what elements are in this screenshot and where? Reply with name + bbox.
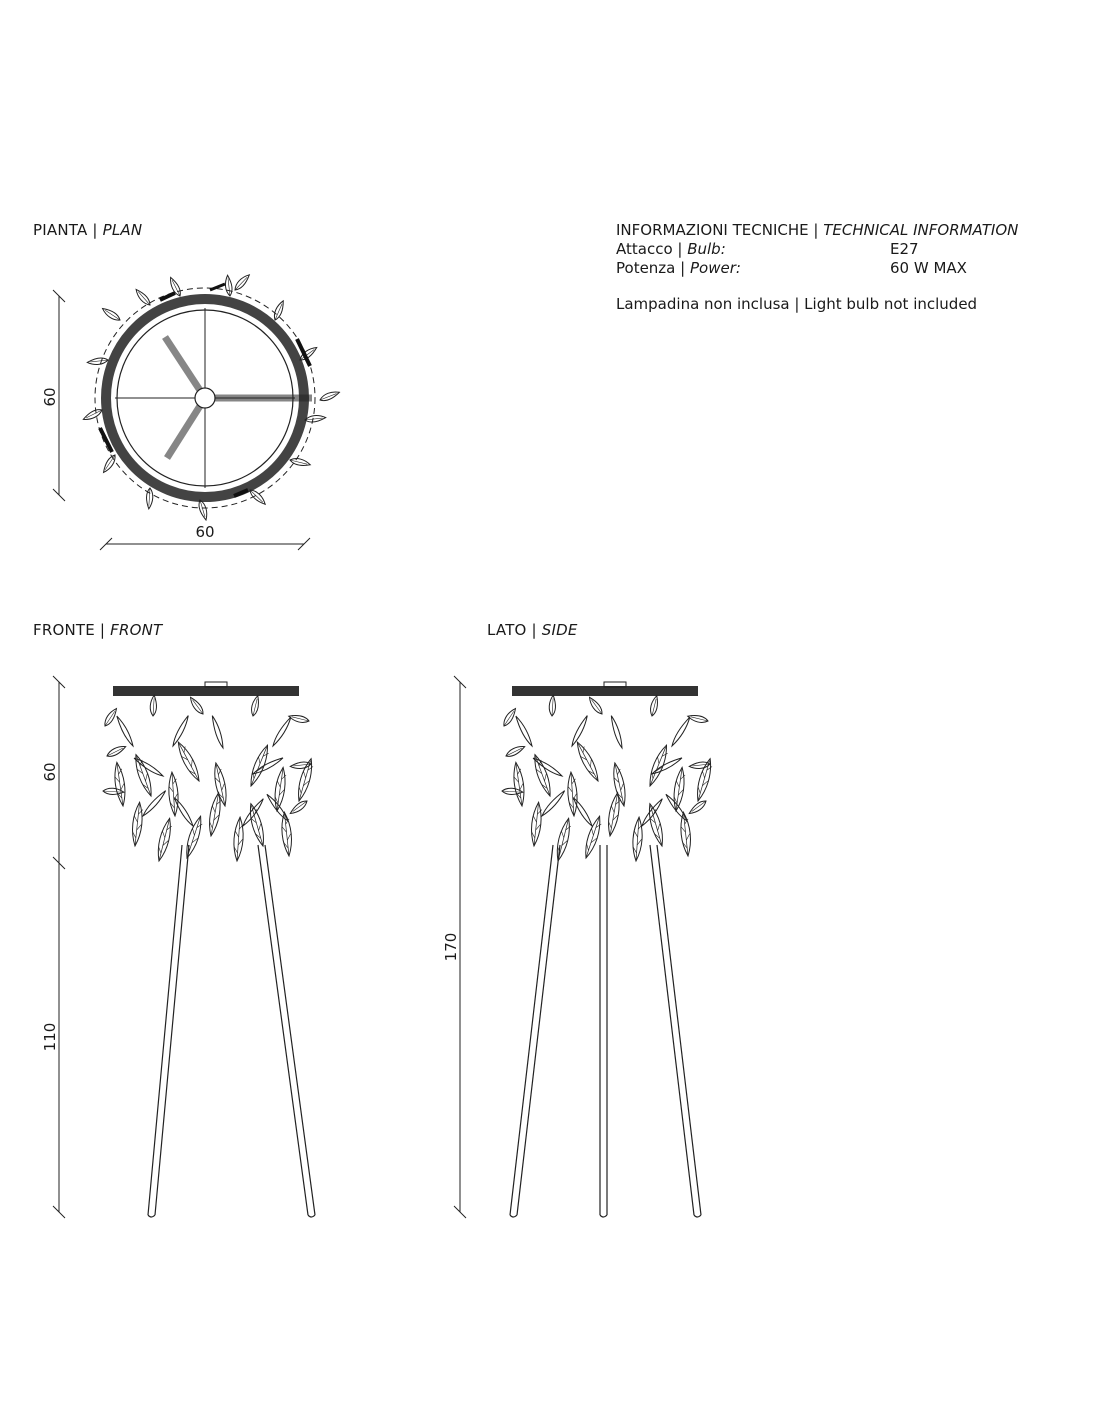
- plan-title-it: PIANTA: [33, 221, 88, 239]
- plan-title: PIANTA | PLAN: [33, 221, 143, 239]
- bulb-not-included-note: Lampadina non inclusa | Light bulb not included: [616, 295, 978, 313]
- tech-bulb-label-en: Bulb:: [687, 240, 726, 258]
- front-title: FRONTE | FRONT: [33, 621, 163, 639]
- tech-bulb-value: E27: [890, 240, 919, 258]
- front-shade-height-value: 60: [41, 762, 59, 782]
- tech-row-power: Potenza | Power: 60 W MAX: [616, 259, 967, 277]
- plan-title-en: PLAN: [102, 221, 143, 239]
- tech-bulb-label-it: Attacco: [616, 240, 673, 258]
- tech-power-label-en: Power:: [689, 259, 741, 277]
- front-legs-height-value: 110: [41, 1022, 59, 1052]
- front-title-en: FRONT: [110, 621, 163, 639]
- front-dimension: [53, 676, 65, 1218]
- side-drawing: [500, 682, 715, 1217]
- front-drawing: [101, 682, 316, 1217]
- tech-title: INFORMAZIONI TECNICHE | TECHNICAL INFORMATION: [616, 221, 1019, 239]
- side-title: LATO | SIDE: [487, 621, 578, 639]
- side-title-en: SIDE: [541, 621, 578, 639]
- plan-drawing: [82, 274, 340, 520]
- tech-power-value: 60 W MAX: [890, 259, 967, 277]
- plan-depth-value: 60: [41, 387, 59, 407]
- side-title-it: LATO: [487, 621, 527, 639]
- front-title-it: FRONTE: [33, 621, 95, 639]
- tech-title-it: INFORMAZIONI TECNICHE: [616, 221, 809, 239]
- side-total-height-value: 170: [442, 932, 460, 962]
- tech-title-en: TECHNICAL INFORMATION: [823, 221, 1019, 239]
- tech-row-bulb: Attacco | Bulb: E27: [616, 240, 919, 258]
- tech-power-label-it: Potenza: [616, 259, 676, 277]
- plan-width-value: 60: [195, 523, 215, 541]
